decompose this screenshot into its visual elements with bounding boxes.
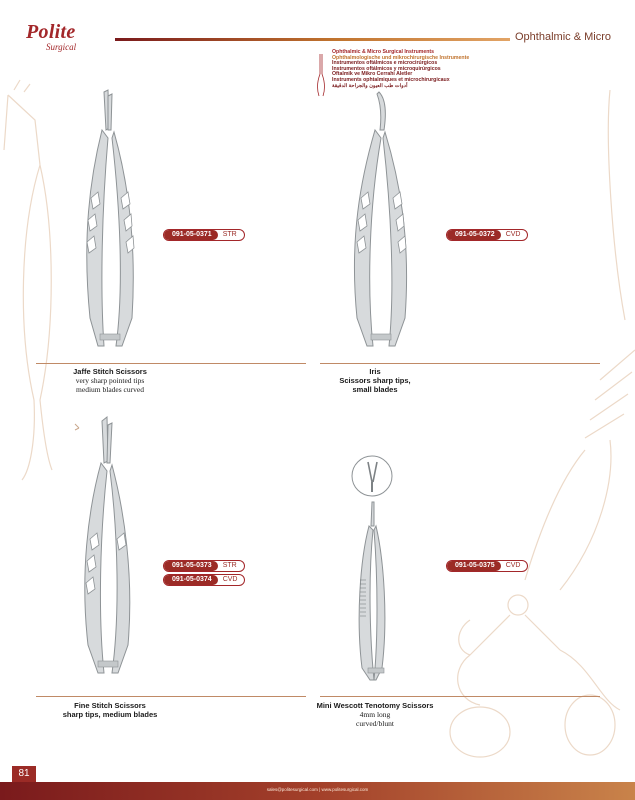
language-line: Oftalmik ve Mikro Cerrahi Aletler <box>332 71 413 78</box>
language-line: أدوات طب العيون والجراحة الدقيقة <box>332 82 408 89</box>
brand-name: Polite <box>26 21 76 43</box>
product-name: Fine Stitch Scissors <box>74 701 146 710</box>
row-divider <box>36 696 306 697</box>
product-code-pill <box>446 229 528 241</box>
product-type: STR <box>222 562 237 569</box>
iris-scissors-image <box>339 88 419 354</box>
product-name: Iris <box>369 367 381 376</box>
product-name: Jaffe Stitch Scissors <box>73 367 147 376</box>
product-code: 091-05-0374 <box>164 575 218 585</box>
product-caption <box>295 701 455 728</box>
wescott-scissors-image <box>352 500 394 685</box>
language-line: Instrumentos oftálmicos e microcirúrgicos <box>332 60 438 67</box>
tip-detail-circle <box>350 452 395 500</box>
language-line: Instruments ophtalmiques et microchirurgicaux <box>332 76 450 83</box>
blade-tip-marker <box>73 422 83 434</box>
scissors-icon <box>316 52 326 98</box>
product-code: 091-05-0373 <box>164 561 218 571</box>
product-code: 091-05-0375 <box>447 561 501 571</box>
product-description: sharp tips, medium blades <box>62 710 158 719</box>
product-code-pill <box>446 560 528 572</box>
footer-bar <box>0 782 635 800</box>
language-line: Instrumentos oftálmicos y microquirúrgicos <box>332 65 441 72</box>
jaffe-scissors-image <box>72 88 147 354</box>
page-number: 81 <box>12 766 36 782</box>
footer-contact: sales@politesurgical.com | www.politesurgical.com <box>266 787 369 792</box>
product-description: curved/blunt <box>356 719 394 728</box>
language-line: Ophthalmologische und mikrochirurgische Instrumente <box>332 54 470 61</box>
row-divider <box>320 363 600 364</box>
row-divider <box>36 363 306 364</box>
product-description: very sharp pointed tips <box>75 376 145 385</box>
section-title: Ophthalmic & Micro <box>515 31 611 43</box>
product-name: Mini Wescott Tenotomy Scissors <box>316 701 434 710</box>
fine-stitch-scissors-image <box>72 415 142 680</box>
brand-subtitle: Surgical <box>46 42 77 52</box>
row-divider <box>320 696 600 697</box>
header-rule <box>115 38 510 41</box>
product-caption <box>300 367 450 394</box>
product-description: medium blades curved <box>76 385 144 394</box>
product-caption <box>30 367 190 394</box>
product-code-pill <box>163 229 245 241</box>
product-caption <box>30 701 190 719</box>
product-code-pill <box>163 560 245 572</box>
product-type: CVD <box>222 576 238 583</box>
product-code-pill <box>163 574 245 586</box>
product-type: STR <box>222 231 237 238</box>
brand-logo <box>26 22 116 58</box>
language-line: Ophthalmic & Micro Surgical Instruments <box>332 49 435 55</box>
product-description: small blades <box>352 385 398 394</box>
product-code: 091-05-0372 <box>447 230 501 240</box>
product-code: 091-05-0371 <box>164 230 218 240</box>
product-description: Scissors sharp tips, <box>339 376 411 385</box>
product-type: CVD <box>505 562 521 569</box>
product-type: CVD <box>505 231 521 238</box>
product-description: 4mm long <box>359 710 391 719</box>
